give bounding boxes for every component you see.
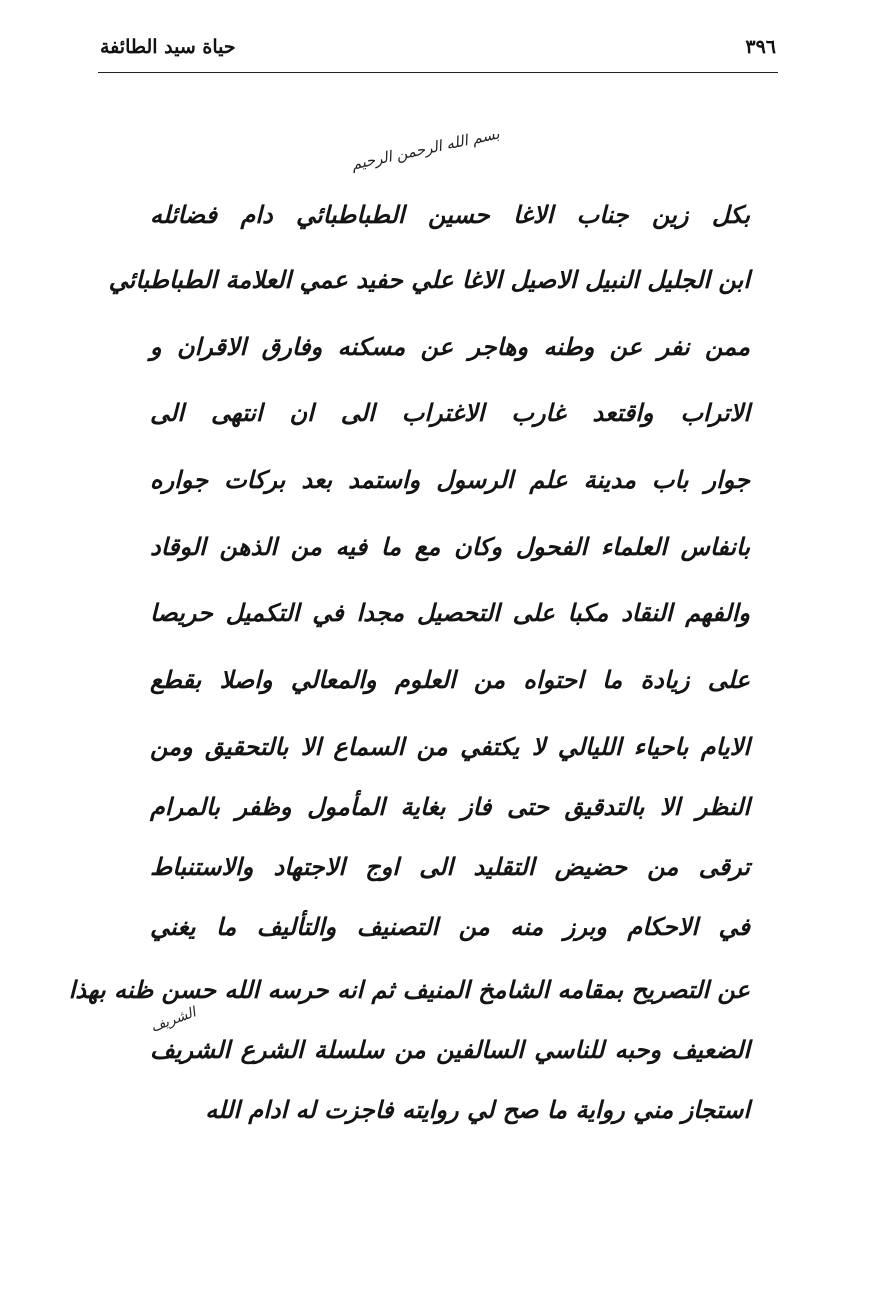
manuscript-line: في الاحكام وبرز منه من التصنيف والتأليف ما يغني: [150, 912, 750, 941]
manuscript-line: عن التصريح بمقامه الشامخ المنيف ثم انه حرسه الله حسن ظنه بهذا: [68, 975, 750, 1004]
manuscript-line: ترقى من حضيض التقليد الى اوج الاجتهاد والاستنباط: [150, 852, 750, 881]
manuscript-line: ابن الجليل النبيل الاصيل الاغا علي حفيد عمي العلامة الطباطبائي: [108, 265, 750, 294]
manuscript-line: استجاز مني رواية ما صح لي روايته فاجزت له ادام الله: [205, 1095, 750, 1124]
book-title: حياة سيد الطائفة: [100, 36, 236, 58]
manuscript-line: بانفاس العلماء الفحول وكان مع ما فيه من الذهن الوقاد: [150, 532, 750, 561]
manuscript-margin-note: الشريف: [148, 1004, 199, 1036]
manuscript-line: على زيادة ما احتواه من العلوم والمعالي واصلا بقطع: [150, 665, 750, 694]
manuscript-line: بكل زين جناب الاغا حسين الطباطبائي دام فضائله: [150, 200, 750, 229]
manuscript-line: الايام باحياء الليالي لا يكتفي من السماع الا بالتحقيق ومن: [150, 732, 750, 761]
page-number: ٣٩٦: [745, 36, 776, 58]
manuscript-line: والفهم النقاد مكبا على التحصيل مجدا في التكميل حريصا: [150, 598, 750, 627]
manuscript-line: الاتراب واقتعد غارب الاغتراب الى ان انتهى الى: [150, 398, 750, 427]
manuscript-line: الضعيف وحبه للناسي السالفين من سلسلة الشرع الشريف: [150, 1035, 750, 1064]
manuscript-heading-note: بسم الله الرحمن الرحيم: [349, 124, 501, 174]
manuscript-line: جوار باب مدينة علم الرسول واستمد بعد بركات جواره: [150, 465, 750, 494]
manuscript-line: النظر الا بالتدقيق حتى فاز بغاية المأمول وظفر بالمرام: [150, 792, 750, 821]
manuscript-text: [68, 124, 750, 1140]
manuscript-line: ممن نفر عن وطنه وهاجر عن مسكنه وفارق الاقران و: [150, 332, 750, 361]
page-header: [98, 32, 778, 73]
